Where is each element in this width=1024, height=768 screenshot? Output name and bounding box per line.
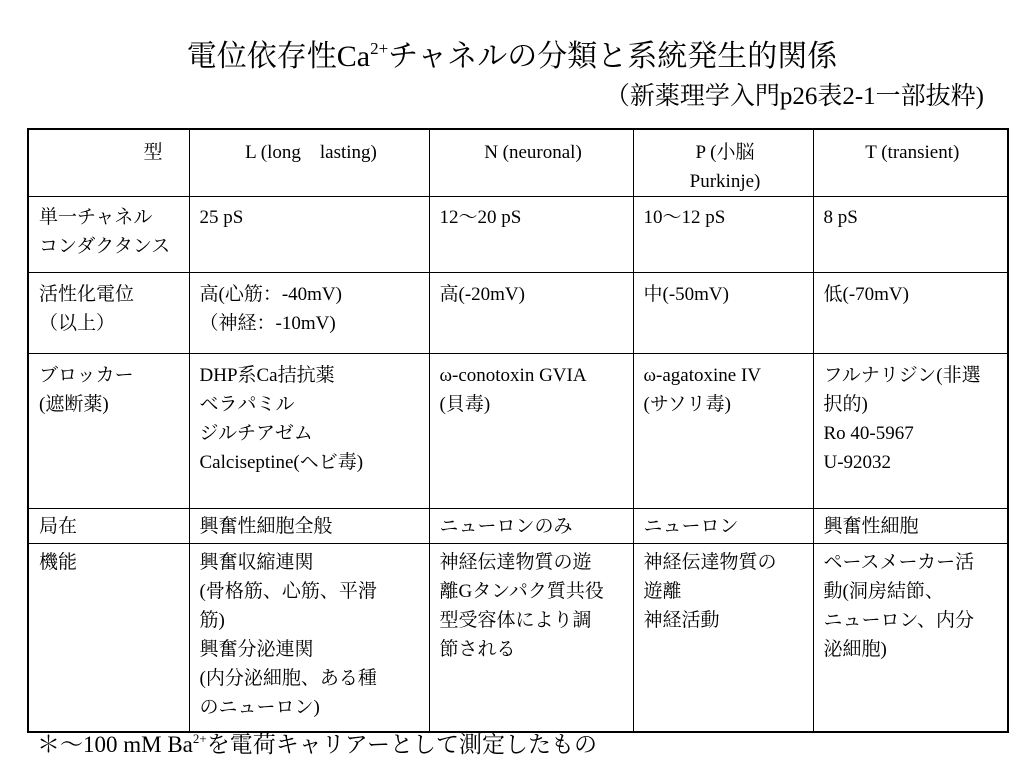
row-label (28, 509, 189, 544)
table-cell-T (813, 354, 1008, 509)
table-cell-N (429, 197, 633, 273)
column-header-T (813, 129, 1008, 197)
cell-text: (遮断薬) (39, 394, 109, 415)
slide-title-text-continued: チャネルの分類と系統発生的関係 (388, 40, 838, 73)
table-cell-P (633, 197, 813, 273)
table-cell-L (189, 273, 429, 354)
cell-text: (内分泌細胞、ある種 (199, 668, 377, 689)
header-row (28, 129, 1008, 197)
footnote (37, 730, 597, 763)
cell-text: DHP系Ca拮抗薬 (199, 365, 335, 386)
cell-text: 機能 (39, 552, 78, 573)
table-row (28, 509, 1008, 544)
cell-text: 択的) (823, 394, 868, 415)
cell-text: （以上） (39, 313, 116, 334)
cell-text: U-92032 (823, 452, 892, 473)
column-header-L (189, 129, 429, 197)
cell-text: コンダクタンス (39, 236, 171, 257)
table-row (28, 544, 1008, 732)
cell-text: 型受容体により調 (439, 610, 592, 631)
channel-table-body (28, 129, 1008, 732)
cell-text: ニューロン、内分 (823, 610, 974, 631)
table-cell-N (429, 509, 633, 544)
table-row (28, 273, 1008, 354)
table-cell-L (189, 509, 429, 544)
cell-text: ペースメーカー活 (823, 552, 975, 573)
cell-text: T (transient) (865, 142, 960, 163)
cell-text: （神経：-10mV) (199, 313, 336, 334)
cell-text: 離Gタンパク質共役 (439, 581, 604, 602)
table-cell-T (813, 544, 1008, 732)
cell-text: ジルチアゼム (199, 423, 313, 444)
cell-text: 低(-70mV) (823, 284, 909, 305)
table-cell-N (429, 544, 633, 732)
table-cell-T (813, 197, 1008, 273)
table-cell-N (429, 354, 633, 509)
cell-text: ニューロンのみ (439, 516, 573, 537)
table-cell-T (813, 273, 1008, 354)
cell-text: 8 pS (823, 207, 858, 228)
cell-text: 遊離 (643, 581, 682, 602)
cell-text: ω-conotoxin GVIA (439, 365, 587, 386)
cell-text: (サソリ毒) (643, 394, 732, 415)
cell-text: ニューロン (643, 516, 739, 537)
cell-text: Calciseptine(ヘビ毒) (199, 452, 364, 473)
cell-text: 節される (439, 639, 516, 660)
cell-text: 泌細胞) (823, 639, 887, 660)
cell-text: 型 (143, 142, 163, 163)
cell-text: 神経活動 (643, 610, 720, 631)
table-row (28, 354, 1008, 509)
cell-text: 高(心筋：-40mV) (199, 284, 342, 305)
cell-text: 活性化電位 (39, 284, 135, 305)
cell-text: Ro 40-5967 (823, 423, 914, 444)
cell-text: 単一チャネル (39, 207, 153, 228)
slide-title (0, 36, 1024, 82)
cell-text: 神経伝達物質の (643, 552, 777, 573)
table-cell-N (429, 273, 633, 354)
table-cell-L (189, 544, 429, 732)
cell-text: 興奮性細胞全般 (199, 516, 333, 537)
cell-text: ω-agatoxine IV (643, 365, 761, 386)
cell-text: フルナリジン(非選 (823, 365, 981, 386)
cell-text: 興奮性細胞 (823, 516, 919, 537)
cell-text: 神経伝達物質の遊 (439, 552, 592, 573)
row-label (28, 354, 189, 509)
cell-text: 筋) (199, 610, 225, 631)
cell-text: 局在 (39, 516, 78, 537)
channel-table (27, 128, 1009, 733)
footnote-text: ＊～100 mM Ba (37, 732, 193, 757)
column-header-N (429, 129, 633, 197)
cell-text: Purkinje) (689, 171, 761, 192)
footnote-superscript: 2+ (192, 731, 207, 746)
cell-text: 25 pS (199, 207, 244, 228)
footnote-text-continued: を電荷キャリアーとして測定したもの (206, 732, 598, 757)
cell-text: L (long lasting) (245, 142, 377, 163)
cell-text: N (neuronal) (484, 142, 582, 163)
cell-text: (貝毒) (439, 394, 491, 415)
column-header-P (633, 129, 813, 197)
cell-text: 中(-50mV) (643, 284, 729, 305)
slide-subtitle: （新薬理学入門p26表2-1一部抜粋) (604, 83, 984, 110)
table-cell-T (813, 509, 1008, 544)
row-label (28, 273, 189, 354)
table-cell-P (633, 544, 813, 732)
table-cell-P (633, 354, 813, 509)
cell-text: P (小脳 (695, 142, 755, 163)
cell-text: 10〜12 pS (643, 207, 726, 228)
cell-text: 12〜20 pS (439, 207, 522, 228)
cell-text: 高(-20mV) (439, 284, 525, 305)
table-cell-L (189, 197, 429, 273)
slide-title-superscript: 2+ (370, 39, 389, 58)
table-cell-L (189, 354, 429, 509)
cell-text: (骨格筋、心筋、平滑 (199, 581, 377, 602)
table-cell-P (633, 509, 813, 544)
cell-text: 動(洞房結節、 (823, 581, 944, 602)
cell-text: ブロッカー (39, 365, 134, 386)
cell-text: ベラパミル (199, 394, 295, 415)
row-label (28, 197, 189, 273)
slide-title-text: 電位依存性Ca (186, 40, 371, 73)
column-header-type (28, 129, 189, 197)
cell-text: 興奮分泌連関 (199, 639, 314, 660)
cell-text: 興奮収縮連関 (199, 552, 314, 573)
cell-text: のニューロン) (199, 697, 320, 718)
table-cell-P (633, 273, 813, 354)
row-label (28, 544, 189, 732)
table-row (28, 197, 1008, 273)
